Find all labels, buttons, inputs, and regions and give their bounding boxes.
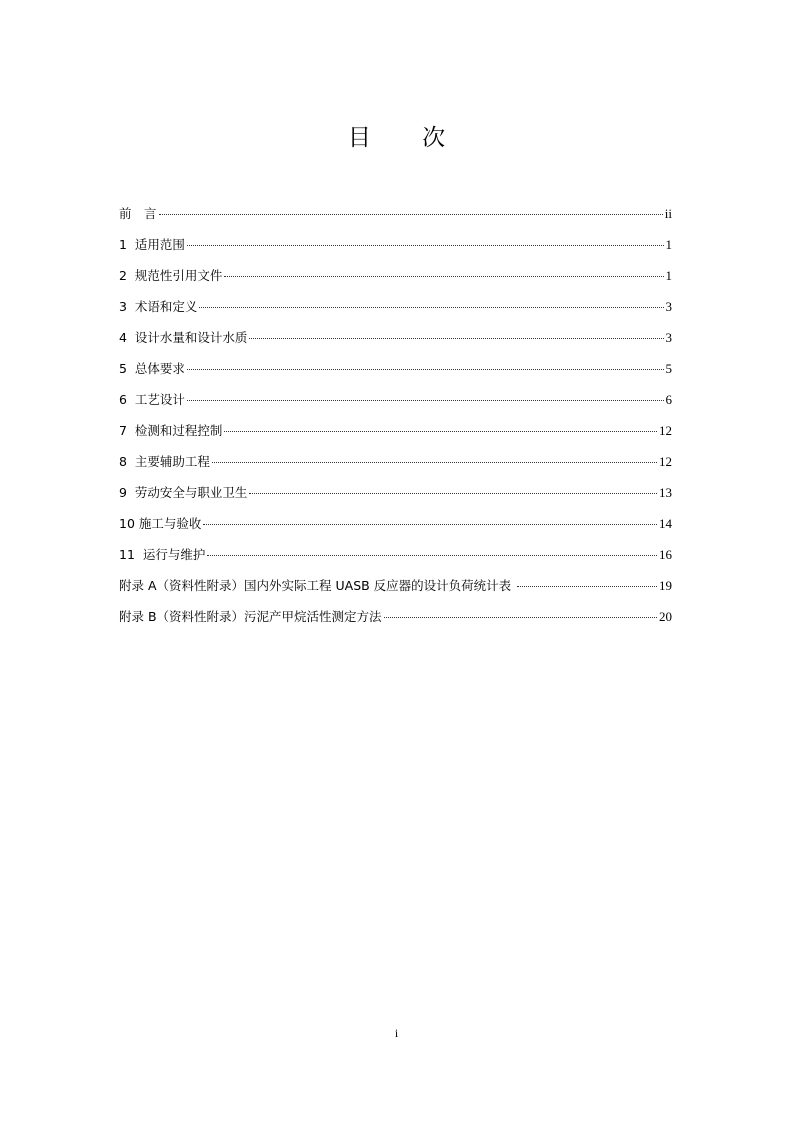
toc-entry-page: 12 [659, 454, 672, 469]
dot-leader [249, 493, 657, 494]
toc-entry-label: 2 规范性引用文件 [119, 268, 223, 283]
toc-entry-page: 5 [665, 361, 672, 376]
toc-entry-label: 1 适用范围 [119, 237, 185, 252]
table-of-contents [119, 204, 672, 638]
toc-entry-6[interactable] [119, 390, 672, 421]
toc-entry-11[interactable] [119, 545, 672, 576]
toc-entry-label: 6 工艺设计 [119, 392, 185, 407]
dot-leader [207, 555, 657, 556]
toc-entry-label: 附录 A（资料性附录）国内外实际工程 UASB 反应器的设计负荷统计表 [119, 578, 516, 593]
toc-entry-9[interactable] [119, 483, 672, 514]
toc-entry-label: 附录 B（资料性附录）污泥产甲烷活性测定方法 [119, 609, 382, 624]
toc-entry-page: 6 [665, 392, 672, 407]
page-number: i [394, 1026, 399, 1040]
toc-entry-2[interactable] [119, 266, 672, 297]
dot-leader [187, 400, 664, 401]
toc-entry-label: 7 检测和过程控制 [119, 423, 223, 438]
toc-entry-label: 5 总体要求 [119, 361, 185, 376]
toc-entry-page: ii [664, 206, 672, 221]
toc-entry-page: 12 [659, 423, 672, 438]
toc-entry-3[interactable] [119, 297, 672, 328]
toc-entry-4[interactable] [119, 328, 672, 359]
dot-leader [224, 276, 663, 277]
toc-entry-label: 3 术语和定义 [119, 299, 198, 314]
dot-leader [203, 524, 657, 525]
toc-entry-page: 16 [659, 547, 672, 562]
toc-entry-label: 10 施工与验收 [119, 516, 202, 531]
toc-entry-label: 11 运行与维护 [119, 547, 206, 562]
toc-entry-page: 1 [665, 268, 672, 283]
dot-leader [187, 369, 664, 370]
dot-leader [187, 245, 664, 246]
toc-entry-label: 4 设计水量和设计水质 [119, 330, 248, 345]
toc-entry-appendix-a[interactable] [119, 576, 672, 607]
dot-leader [384, 617, 657, 618]
toc-entry-page: 3 [665, 299, 672, 314]
page-title: 目 次 [347, 125, 468, 151]
dot-leader [249, 338, 663, 339]
dot-leader [159, 214, 663, 215]
toc-entry-8[interactable] [119, 452, 672, 483]
dot-leader [199, 307, 663, 308]
dot-leader [224, 431, 657, 432]
toc-entry-10[interactable] [119, 514, 672, 545]
toc-entry-label: 前 言 [119, 206, 157, 221]
toc-entry-appendix-b[interactable] [119, 607, 672, 638]
toc-entry-label: 9 劳动安全与职业卫生 [119, 485, 248, 500]
dot-leader [212, 462, 657, 463]
toc-entry-foreword[interactable] [119, 204, 672, 235]
toc-entry-5[interactable] [119, 359, 672, 390]
toc-entry-7[interactable] [119, 421, 672, 452]
toc-entry-page: 14 [659, 516, 672, 531]
toc-entry-page: 13 [659, 485, 672, 500]
toc-entry-page: 3 [665, 330, 672, 345]
toc-entry-page: 20 [659, 609, 672, 624]
toc-entry-1[interactable] [119, 235, 672, 266]
toc-entry-label: 8 主要辅助工程 [119, 454, 210, 469]
toc-entry-page: 19 [659, 578, 672, 593]
dot-leader [517, 586, 657, 587]
toc-entry-page: 1 [665, 237, 672, 252]
